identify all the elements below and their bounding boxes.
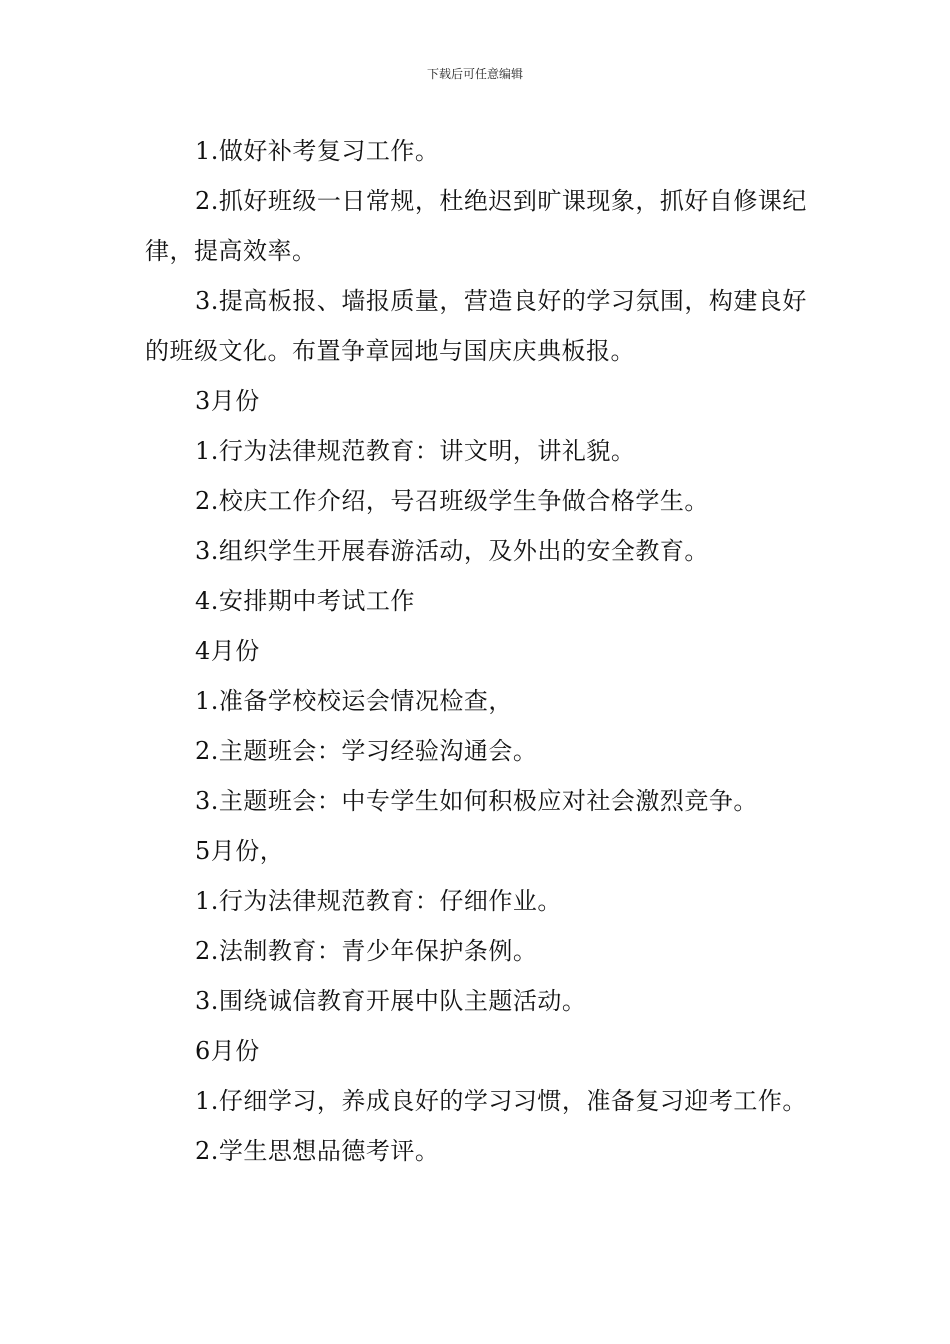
- paragraph: 2.校庆工作介绍，号召班级学生争做合格学生。: [195, 487, 709, 515]
- paragraph: 4.安排期中考试工作: [195, 587, 415, 615]
- month-heading: 3月份: [195, 387, 260, 415]
- paragraph: 2.主题班会：学习经验沟通会。: [195, 737, 538, 765]
- paragraph: 1.行为法律规范教育：讲文明，讲礼貌。: [195, 437, 636, 465]
- paragraph: 3.主题班会：中专学生如何积极应对社会激烈竞争。: [195, 787, 758, 815]
- paragraph: 2.抓好班级一日常规，杜绝迟到旷课现象，抓好自修课纪律，提高效率。: [145, 187, 807, 265]
- month-heading: 6月份: [195, 1037, 260, 1065]
- paragraph: 3.组织学生开展春游活动，及外出的安全教育。: [195, 537, 709, 565]
- paragraph: 1.行为法律规范教育：仔细作业。: [195, 887, 562, 915]
- paragraph: 3.提高板报、墙报质量，营造良好的学习氛围，构建良好的班级文化。布置争章园地与国庆庆典板报。: [145, 287, 807, 365]
- paragraph: 1.做好补考复习工作。: [195, 137, 440, 165]
- page-header: 下载后可任意编辑: [426, 67, 523, 81]
- paragraph: 2.法制教育：青少年保护条例。: [195, 937, 538, 965]
- month-heading: 5月份，: [195, 837, 285, 865]
- paragraph: 1.准备学校校运会情况检查，: [195, 687, 513, 715]
- paragraph: 3.围绕诚信教育开展中队主题活动。: [195, 987, 587, 1015]
- paragraph: 1.仔细学习，养成良好的学习习惯，准备复习迎考工作。: [195, 1087, 807, 1115]
- document-body: [145, 126, 810, 1176]
- month-heading: 4月份: [195, 637, 260, 665]
- paragraph: 2.学生思想品德考评。: [195, 1137, 440, 1165]
